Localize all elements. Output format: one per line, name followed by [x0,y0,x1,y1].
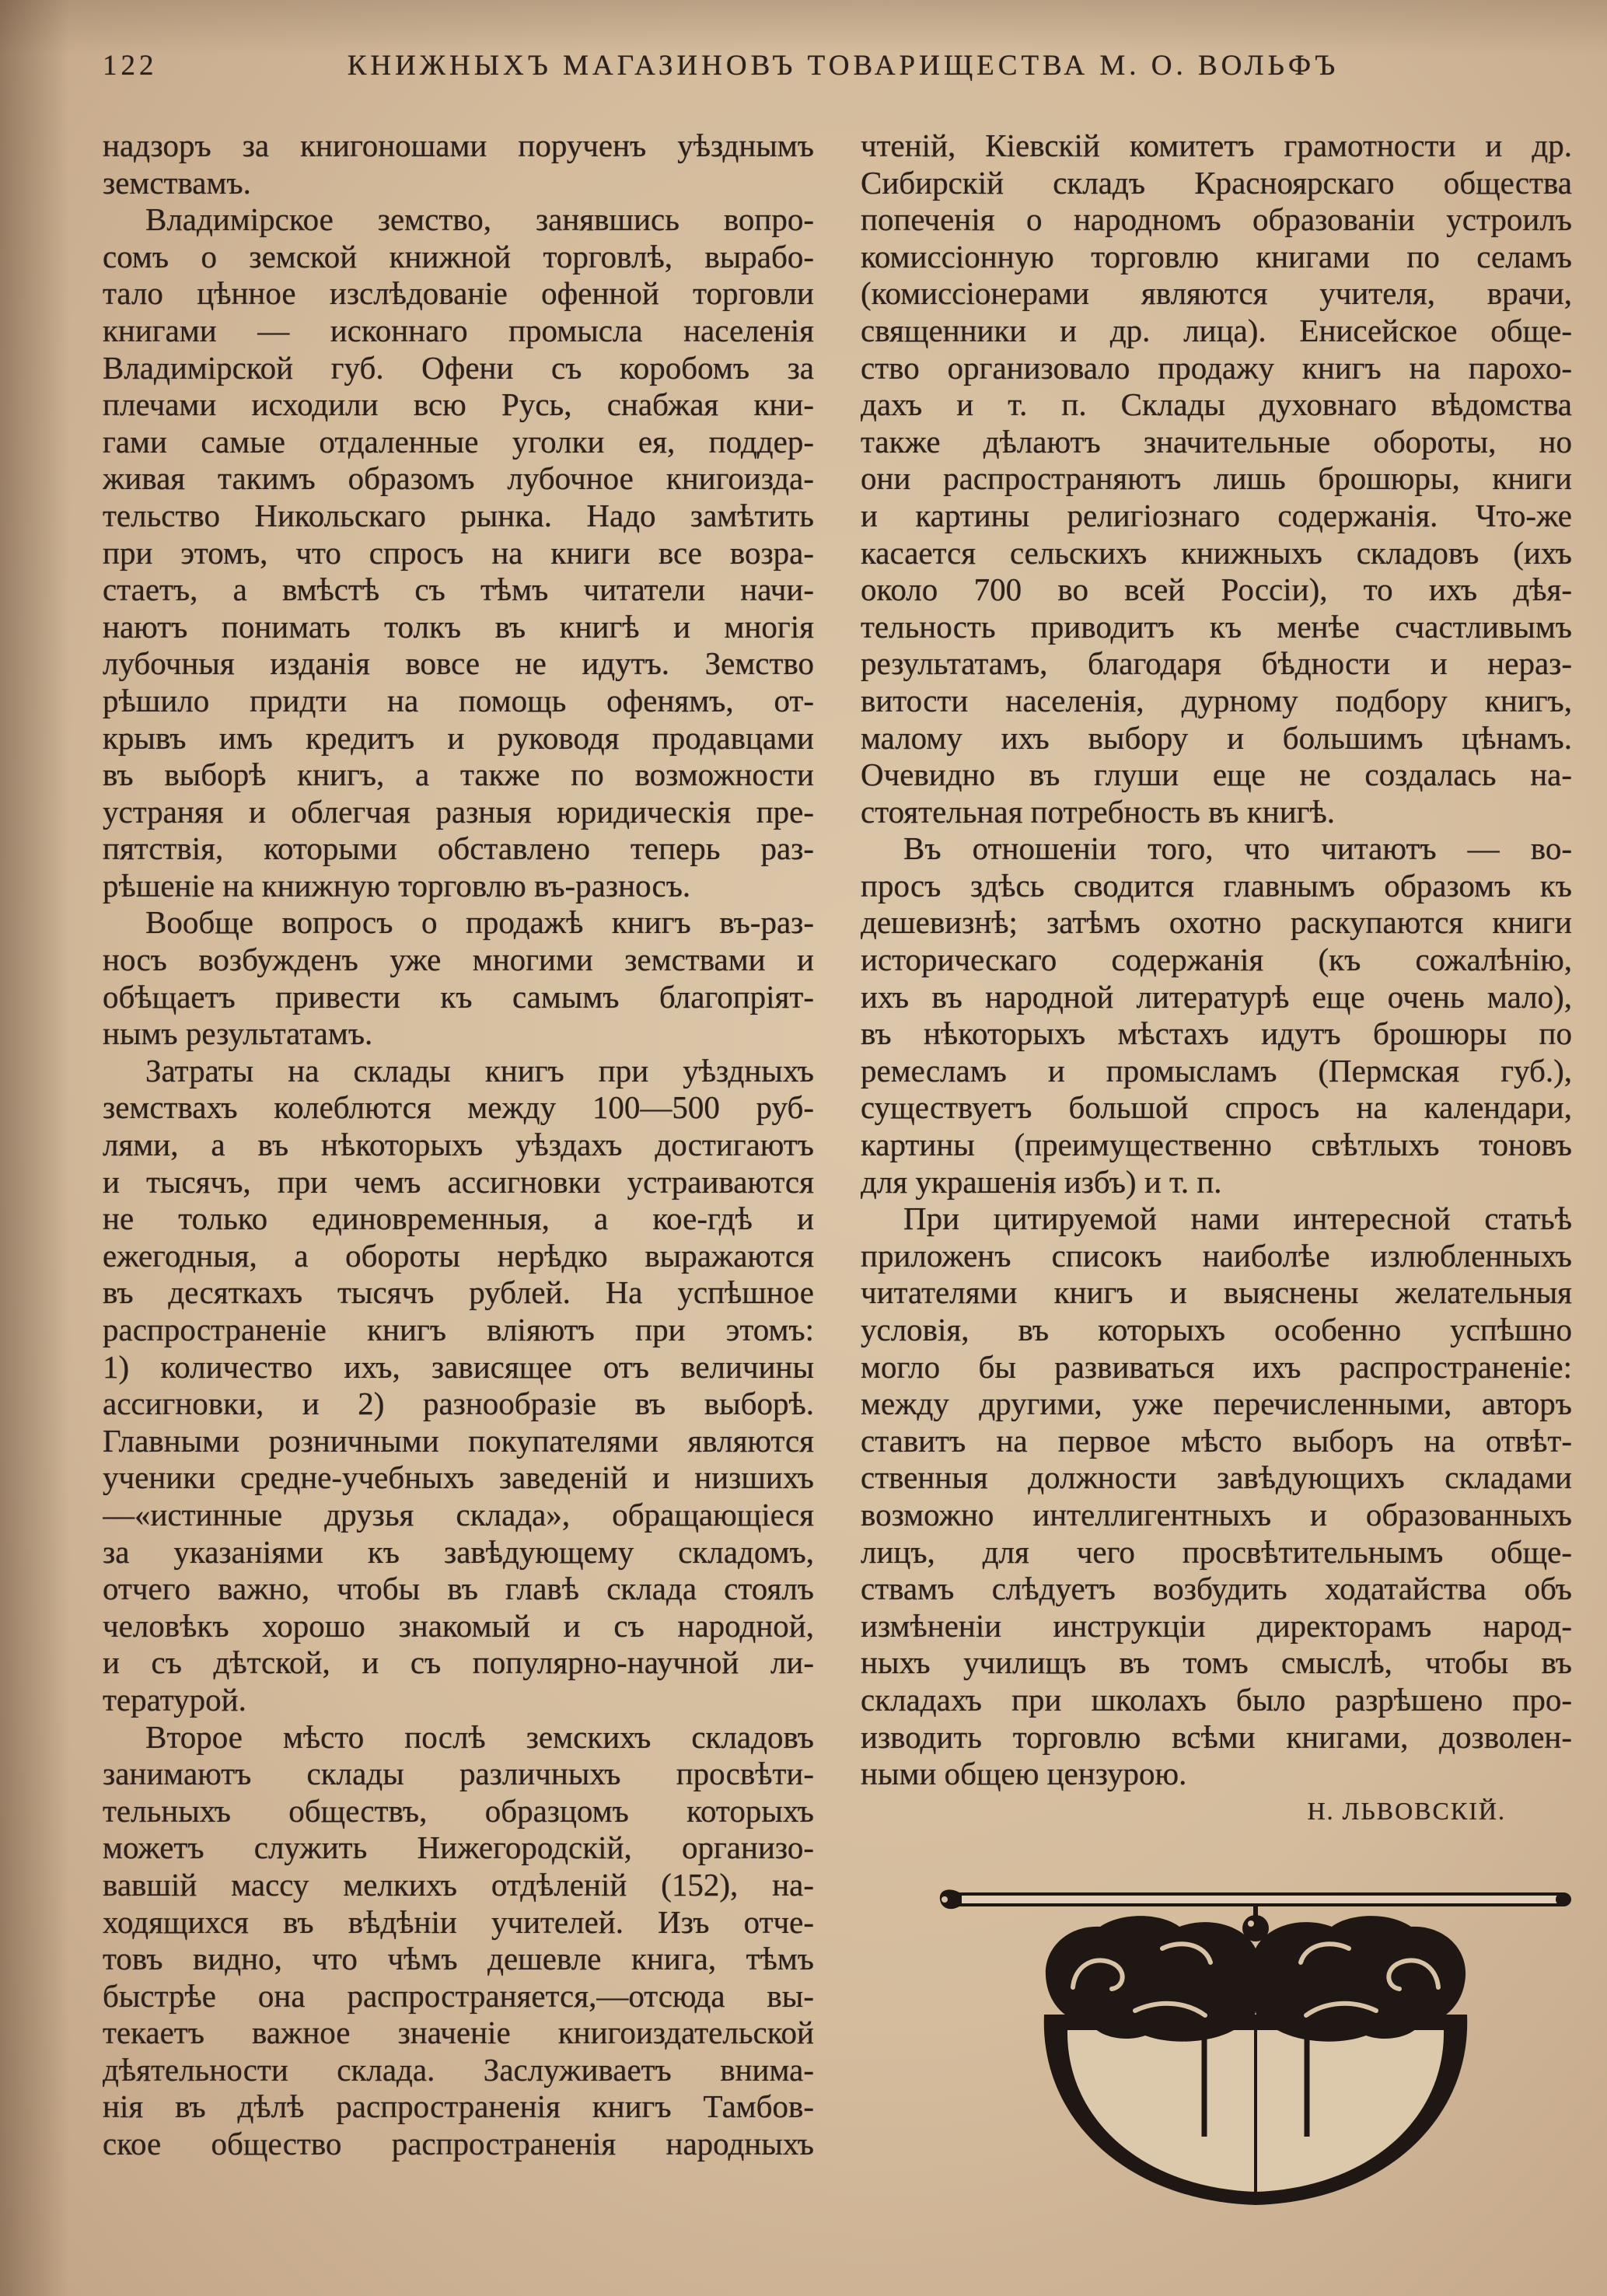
text-line: —«истинные друзья склада», обращающіеся [103,1496,814,1532]
text-line: ремесламъ и промысламъ (Пермская губ.), [861,1052,1572,1089]
text-line: ученики средне-учебныхъ заведеній и низшихъ [103,1459,814,1496]
paragraph [103,201,814,904]
text-line: тельныхъ обществъ, образцомъ которыхъ [103,1792,814,1829]
text-line: тельность приводитъ къ менѣе счастливымъ [861,608,1572,645]
text-line: гами самые отдаленные уголки ея, поддер- [103,423,814,460]
text-line: тературой. [103,1681,246,1718]
text-line: Главными розничными покупателями являются [103,1422,814,1459]
text-line: ежегодныя, а обороты нерѣдко выражаются [103,1237,814,1274]
paragraph [103,904,814,1052]
text-line: быстрѣе она распространяется,—отсюда вы- [103,1977,814,2014]
text-line: и тысячъ, при чемъ ассигновки устраиваются [103,1163,814,1200]
text-line: нымъ результатамъ. [103,1015,373,1052]
text-line: можетъ служить Нижегородскій, организо- [103,1829,814,1866]
right-column-body [861,128,1572,1793]
text-line: дешевизнѣ; затѣмъ охотно раскупаются книги [861,904,1572,941]
text-line: также дѣлаютъ значительные обороты, но [861,423,1572,460]
text-line: въ выборѣ книгъ, а также по возможности [103,757,814,793]
text-line: священники и др. лица). Енисейское обще- [861,312,1572,348]
text-line: дахъ и т. п. Склады духовнаго вѣдомства [861,386,1572,423]
text-line: земствахъ колеблются между 100—500 руб- [103,1089,814,1126]
text-line: Второе мѣсто послѣ земскихъ складовъ [145,1718,814,1755]
text-line: они распространяютъ лишь брошюры, книги [861,460,1572,497]
text-line: между другими, уже перечисленными, авторъ [861,1386,1572,1422]
text-line: и картины религіознаго содержанія. Что-же [861,497,1572,533]
text-line: живая такимъ образомъ лубочное книгоизда- [103,460,814,497]
text-line: сомъ о земской книжной торговлѣ, вырабо- [103,238,814,274]
text-line: Сибирскій складъ Красноярскаго общества [861,164,1572,201]
text-line: пятствія, которыми обставлено теперь раз- [103,830,814,867]
author-signature: Н. ЛЬВОВСКІЙ. [1307,1796,1506,1825]
paragraph [103,128,814,201]
text-line: въ десяткахъ тысячъ рублей. На успѣшное [103,1274,814,1311]
text-line: условія, въ которыхъ особенно успѣшно [861,1312,1572,1347]
text-line: лицъ, для чего просвѣтительнымъ обще- [861,1533,1572,1570]
text-line: дѣятельности склада. Заслуживаетъ внима- [103,2051,814,2088]
text-line: лубочныя изданія вовсе не идутъ. Земство [103,645,814,682]
text-line: при этомъ, что спросъ на книги все возра- [103,534,814,571]
text-line: лями, а въ нѣкоторыхъ уѣздахъ достигаютъ [103,1127,814,1163]
text-line: стаетъ, а вмѣстѣ съ тѣмъ читатели начи- [103,571,814,608]
text-line: носъ возбужденъ уже многими земствами и [103,942,814,978]
paragraph [861,830,1572,1200]
text-line: могло бы развиваться ихъ распространеніе: [861,1348,1572,1385]
text-line: комиссіонную торговлю книгами по селамъ [861,238,1572,274]
text-line: въ нѣкоторыхъ мѣстахъ идутъ брошюры по [861,1015,1572,1052]
text-line: стоятельная потребность въ книгѣ. [861,793,1335,830]
text-line: картины (преимущественно свѣтлыхъ тоновъ [861,1127,1572,1163]
text-line: чтеній, Кіевскій комитетъ грамотности и др. [861,128,1572,163]
art-nouveau-vignette-icon [937,1871,1574,2205]
text-line: ныхъ училищъ въ томъ смыслѣ, чтобы въ [861,1644,1572,1681]
text-line: ское общество распространенія народныхъ [103,2126,814,2162]
text-line: Въ отношеніи того, что читаютъ — во- [903,830,1572,867]
text-line: 1) количество ихъ, зависящее отъ величины [103,1348,814,1385]
text-line: Владимірской губ. Офени съ коробомъ за [103,349,814,386]
text-line: занимаютъ склады различныхъ просвѣти- [103,1756,814,1792]
text-line: ственныя должности завѣдующихъ складами [861,1459,1572,1496]
text-line: малому ихъ выбору и большимъ цѣнамъ. [861,719,1572,756]
text-line: обѣщаетъ привести къ самымъ благопріят- [103,978,814,1015]
text-line: касается сельскихъ книжныхъ складовъ (ихъ [861,534,1572,571]
text-line: товъ видно, что чѣмъ дешевле книга, тѣмъ [103,1941,814,1977]
text-line: около 700 во всей Россіи), то ихъ дѣя- [861,571,1572,608]
text-line: существуетъ большой спросъ на календари, [861,1089,1572,1126]
text-line: и съ дѣтской, и съ популярно-научной ли- [103,1644,814,1681]
text-line: ходящихся въ вѣдѣніи учителей. Изъ отче- [103,1903,814,1940]
text-line: Вообще вопросъ о продажѣ книгъ въ-раз- [145,904,814,941]
text-line: ставитъ на первое мѣсто выборъ на отвѣт- [861,1422,1572,1459]
text-line: распространеніе книгъ вліяютъ при этомъ: [103,1312,814,1347]
text-line: не только единовременныя, а кое-гдѣ и [103,1200,814,1237]
left-column [103,128,814,2163]
text-line: При цитируемой нами интересной статьѣ [903,1200,1572,1237]
text-line: текаетъ важное значеніе книгоиздательской [103,2015,814,2051]
text-line: ствамъ слѣдуетъ возбудить ходатайства объ [861,1571,1572,1607]
text-line: человѣкъ хорошо знакомый и съ народной, [103,1607,814,1644]
text-line: ихъ въ народной литературѣ еще очень мало), [861,978,1572,1015]
text-line: ство организовало продажу книгъ на парохо- [861,349,1572,386]
text-line: Владимірское земство, занявшись вопро- [145,201,814,238]
text-line: рѣшило придти на помощь офенямъ, от- [103,682,814,718]
text-line: за указаніями къ завѣдующему складомъ, [103,1533,814,1570]
text-line: ными общею цензурою. [861,1756,1187,1792]
text-line: для украшенія избъ) и т. п. [861,1163,1222,1200]
text-line: ассигновки, и 2) разнообразіе въ выборѣ. [103,1386,814,1422]
text-line: вавшій массу мелкихъ отдѣленій (152), на- [103,1866,814,1903]
text-line: Очевидно въ глуши еще не создалась на- [861,757,1572,793]
text-line: устраняя и облегчая разныя юридическія пре- [103,793,814,830]
page-number: 122 [103,50,158,82]
text-line: просъ здѣсь сводится главнымъ образомъ къ [861,867,1572,903]
text-line: плечами исходили всю Русь, снабжая кни- [103,386,814,423]
text-line: историческаго содержанія (къ сожалѣнію, [861,942,1572,978]
text-line: тало цѣнное изслѣдованіе офенной торговли [103,275,814,312]
paragraph [103,1053,814,1719]
text-line: приложенъ списокъ наиболѣе излюбленныхъ [861,1237,1572,1274]
text-line: тельство Никольскаго рынка. Надо замѣтить [103,497,814,533]
text-line: изводить торговлю всѣми книгами, дозволен- [861,1718,1572,1755]
text-line: складахъ при школахъ было разрѣшено про- [861,1681,1572,1718]
text-line: нія въ дѣлѣ распространенія книгъ Тамбов- [103,2088,814,2125]
text-line: крывъ имъ кредитъ и руководя продавцами [103,719,814,756]
text-line: результатамъ, благодаря бѣдности и нераз- [861,645,1572,682]
text-line: измѣненіи инструкціи директорамъ народ- [861,1607,1572,1644]
text-line: земствамъ. [103,164,251,201]
text-line: (комиссіонерами являются учителя, врачи, [861,275,1572,312]
text-line: читателями книгъ и выяснены желательныя [861,1274,1572,1311]
text-line: отчего важно, чтобы въ главѣ склада стоялъ [103,1571,814,1607]
text-line: надзоръ за книгоношами порученъ уѣзднымъ [103,128,814,163]
paragraph [861,1200,1572,1793]
right-column [861,128,1572,1829]
text-line: Затраты на склады книгъ при уѣздныхъ [145,1052,814,1089]
running-title: КНИЖНЫХЪ МАГАЗИНОВЪ ТОВАРИЩЕСТВА М. О. ВОЛЬФЪ [347,50,1340,82]
text-line: книгами — исконнаго промысла населенія [103,312,814,348]
text-line: наютъ понимать толкъ въ книгѣ и многія [103,608,814,645]
paragraph [861,128,1572,830]
text-line: витости населенія, дурному подбору книгъ, [861,682,1572,718]
paragraph [103,1719,814,2163]
text-line: попеченія о народномъ образованіи устроилъ [861,201,1572,238]
text-line: рѣшеніе на книжную торговлю въ-разносъ. [103,867,691,903]
text-line: возможно интеллигентныхъ и образованныхъ [861,1496,1572,1532]
